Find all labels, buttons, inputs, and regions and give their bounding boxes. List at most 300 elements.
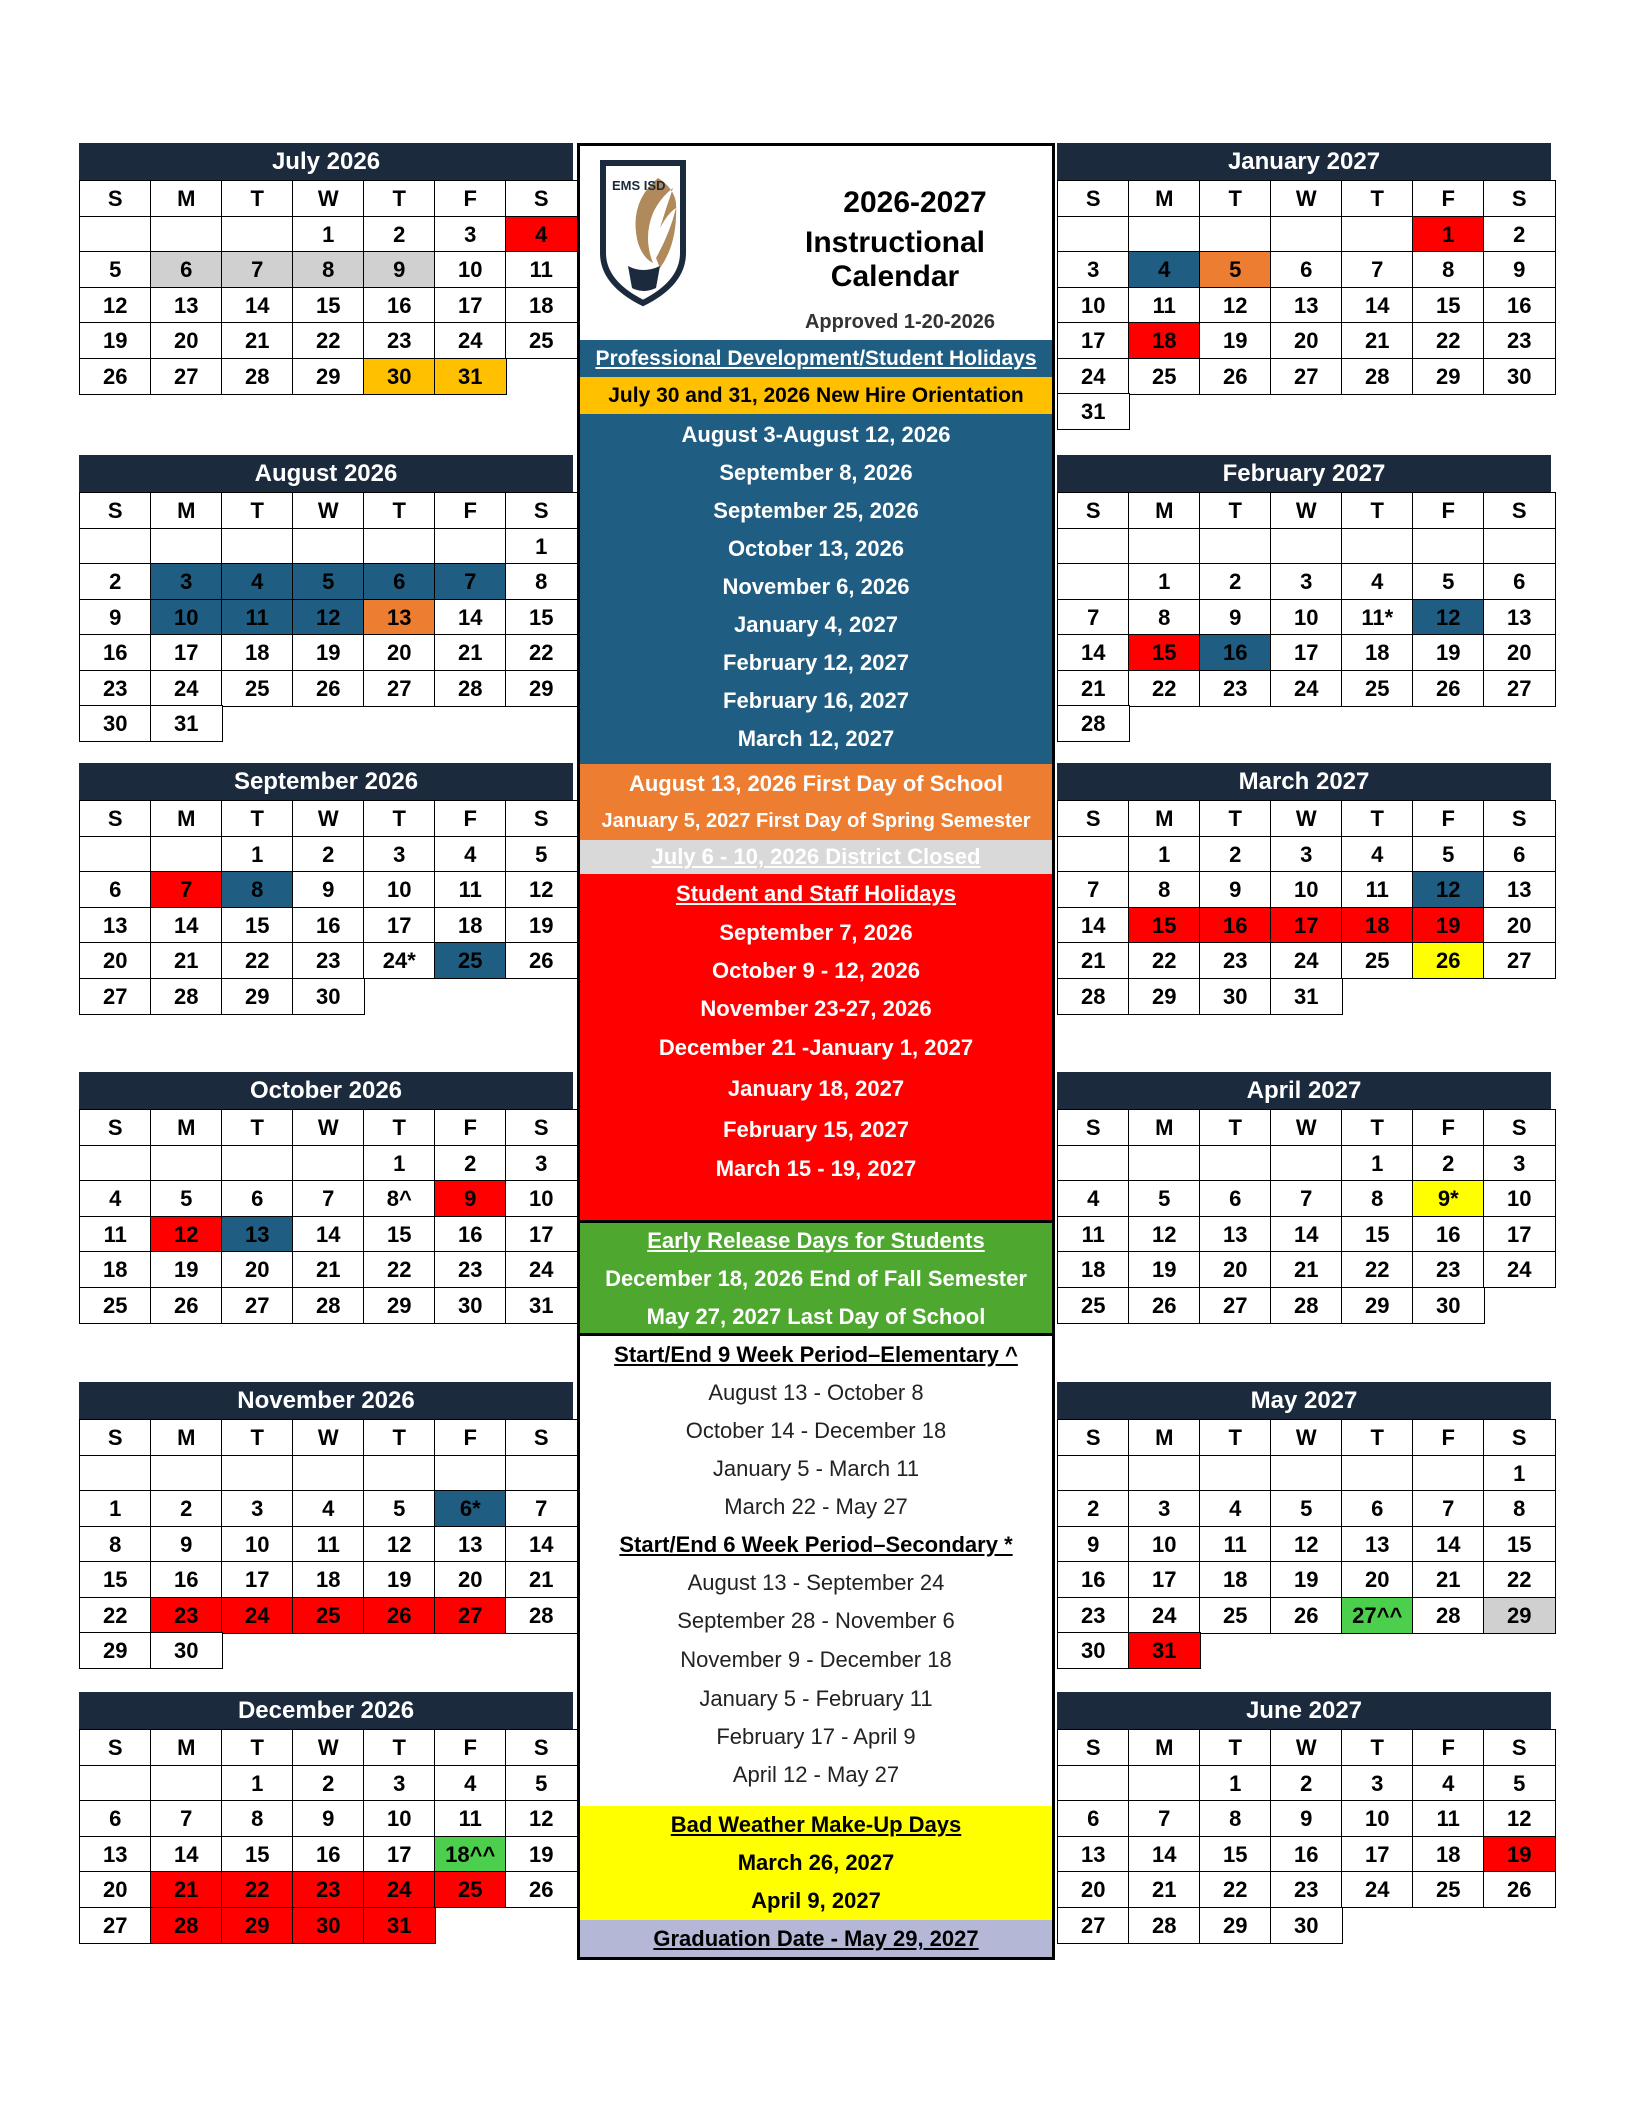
- day-cell: 1: [1199, 1765, 1272, 1802]
- empty-day-cell: [1270, 528, 1343, 565]
- blank-space: [1341, 978, 1412, 1015]
- day-of-week-header: F: [434, 1109, 507, 1146]
- day-of-week-header: S: [1057, 180, 1130, 217]
- empty-day-cell: [434, 528, 507, 565]
- day-cell: 11: [292, 1526, 365, 1563]
- day-cell: 9: [1199, 599, 1272, 636]
- blank-space: [1412, 705, 1483, 742]
- day-cell: 14: [1057, 907, 1130, 944]
- day-of-week-header: M: [1128, 1729, 1201, 1766]
- holiday-date: March 15 - 19, 2027: [715, 1156, 917, 1181]
- secondary-period: November 9 - December 18: [680, 1647, 952, 1672]
- school-logo-icon: [598, 158, 688, 308]
- empty-day-cell: [1412, 1455, 1485, 1492]
- day-cell: 30: [1199, 978, 1272, 1015]
- day-of-week-header: S: [79, 180, 152, 217]
- day-cell: 24: [1483, 1251, 1556, 1288]
- month-title: August 2026: [79, 455, 573, 492]
- day-of-week-header: S: [1483, 1729, 1556, 1766]
- month-grid: [1057, 1109, 1551, 1324]
- day-cell: 14: [1057, 634, 1130, 671]
- day-cell: 3: [363, 1765, 436, 1802]
- day-cell: 28: [292, 1287, 365, 1324]
- month-title: September 2026: [79, 763, 573, 800]
- day-of-week-header: T: [221, 1729, 294, 1766]
- empty-day-cell: [79, 836, 152, 873]
- day-cell: 23: [79, 670, 152, 707]
- day-cell: 4: [434, 836, 507, 873]
- day-cell: 13: [221, 1216, 294, 1253]
- empty-day-cell: [434, 1455, 507, 1492]
- day-cell: 25: [1057, 1287, 1130, 1324]
- day-cell: 10: [363, 871, 436, 908]
- day-of-week-header: S: [1057, 1109, 1130, 1146]
- day-cell: 27: [1057, 1907, 1130, 1944]
- blank-space: [1483, 1907, 1554, 1944]
- day-cell: 27: [434, 1597, 507, 1634]
- blank-space: [221, 705, 292, 742]
- day-cell: 2: [292, 1765, 365, 1802]
- blank-space: [1341, 393, 1412, 430]
- day-cell: 13: [1483, 871, 1556, 908]
- day-cell: 21: [150, 942, 223, 979]
- holiday-date: February 15, 2027: [723, 1117, 909, 1142]
- day-cell: 30: [292, 978, 365, 1015]
- day-cell: 4: [1057, 1180, 1130, 1217]
- day-cell: 23: [292, 942, 365, 979]
- day-of-week-header: T: [1341, 1419, 1414, 1456]
- early-release-title: Early Release Days for Students: [647, 1228, 985, 1253]
- empty-day-cell: [1412, 528, 1485, 565]
- day-cell: 1: [1483, 1455, 1556, 1492]
- day-cell: 14: [150, 1836, 223, 1873]
- day-cell: 12: [1128, 1216, 1201, 1253]
- holiday-date: November 23-27, 2026: [700, 996, 932, 1021]
- day-of-week-header: F: [1412, 800, 1485, 837]
- day-cell: 15: [363, 1216, 436, 1253]
- day-cell: 7: [1057, 599, 1130, 636]
- blank-space: [363, 978, 434, 1015]
- holiday-date: September 7, 2026: [719, 920, 913, 945]
- day-cell: 11*: [1341, 599, 1414, 636]
- day-cell: 25: [1412, 1871, 1485, 1908]
- day-cell: 18: [1341, 634, 1414, 671]
- empty-day-cell: [1057, 563, 1130, 600]
- grading-periods-band: [577, 1336, 1055, 1806]
- day-cell: 18: [434, 907, 507, 944]
- blank-space: [1199, 705, 1270, 742]
- day-cell: 8: [505, 563, 578, 600]
- month-grid: [1057, 1419, 1551, 1669]
- day-cell: 5: [1483, 1765, 1556, 1802]
- day-cell: 24: [221, 1597, 294, 1634]
- day-cell: 28: [150, 978, 223, 1015]
- day-of-week-header: T: [363, 180, 436, 217]
- day-cell: 5: [150, 1180, 223, 1217]
- day-cell: 5: [1199, 251, 1272, 288]
- day-of-week-header: M: [150, 800, 223, 837]
- day-cell: 20: [1057, 1871, 1130, 1908]
- day-cell: 11: [434, 871, 507, 908]
- day-of-week-header: T: [1199, 1729, 1272, 1766]
- day-cell: 2: [1270, 1765, 1343, 1802]
- day-cell: 17: [1483, 1216, 1556, 1253]
- day-of-week-header: M: [150, 1729, 223, 1766]
- day-cell: 22: [505, 634, 578, 671]
- day-cell: 17: [221, 1561, 294, 1598]
- empty-day-cell: [1057, 1145, 1130, 1182]
- blank-space: [1483, 1287, 1554, 1324]
- day-cell: 5: [1412, 836, 1485, 873]
- empty-day-cell: [1057, 836, 1130, 873]
- day-of-week-header: T: [363, 492, 436, 529]
- day-cell: 5: [1128, 1180, 1201, 1217]
- empty-day-cell: [1057, 216, 1130, 253]
- empty-day-cell: [1199, 1455, 1272, 1492]
- day-cell: 10: [1057, 287, 1130, 324]
- logo-text: EMS ISD: [612, 178, 666, 193]
- day-cell: 16: [1483, 287, 1556, 324]
- day-cell: 29: [1341, 1287, 1414, 1324]
- day-of-week-header: F: [1412, 1419, 1485, 1456]
- day-cell: 4: [1341, 836, 1414, 873]
- day-of-week-header: W: [292, 1109, 365, 1146]
- day-cell: 21: [1412, 1561, 1485, 1598]
- bad-weather-date: March 26, 2027: [737, 1850, 895, 1875]
- day-cell: 18: [79, 1251, 152, 1288]
- month-march-2027: [1057, 763, 1551, 1015]
- day-cell: 3: [1341, 1765, 1414, 1802]
- day-of-week-header: W: [292, 492, 365, 529]
- day-cell: 11: [1199, 1526, 1272, 1563]
- day-cell: 19: [505, 1836, 578, 1873]
- pd-dates-list: [580, 414, 1052, 758]
- blank-space: [505, 1907, 576, 1944]
- day-of-week-header: M: [1128, 800, 1201, 837]
- day-of-week-header: S: [505, 180, 578, 217]
- empty-day-cell: [221, 1145, 294, 1182]
- day-cell: 13: [79, 1836, 152, 1873]
- month-title: March 2027: [1057, 763, 1551, 800]
- empty-day-cell: [79, 1455, 152, 1492]
- day-cell: 16: [1057, 1561, 1130, 1598]
- day-cell: 17: [1341, 1836, 1414, 1873]
- day-of-week-header: T: [363, 800, 436, 837]
- day-cell: 29: [221, 1907, 294, 1944]
- day-cell: 21: [1057, 942, 1130, 979]
- day-cell: 28: [150, 1907, 223, 1944]
- day-cell: 22: [79, 1597, 152, 1634]
- day-cell: 30: [1483, 358, 1556, 395]
- day-cell: 28: [1270, 1287, 1343, 1324]
- day-cell: 14: [1270, 1216, 1343, 1253]
- pd-title: Professional Development/Student Holidays: [595, 347, 1037, 370]
- empty-day-cell: [79, 1765, 152, 1802]
- day-cell: 22: [1341, 1251, 1414, 1288]
- new-hire-orientation: July 30 and 31, 2026 New Hire Orientation: [608, 384, 1024, 407]
- day-of-week-header: T: [1341, 1729, 1414, 1766]
- day-cell: 13: [150, 287, 223, 324]
- month-title: April 2027: [1057, 1072, 1551, 1109]
- day-cell: 2: [1412, 1145, 1485, 1182]
- day-cell: 9: [434, 1180, 507, 1217]
- secondary-title: Start/End 6 Week Period–Secondary *: [619, 1532, 1013, 1557]
- day-of-week-header: F: [1412, 180, 1485, 217]
- day-cell: 7: [1270, 1180, 1343, 1217]
- day-cell: 25: [292, 1597, 365, 1634]
- day-cell: 26: [150, 1287, 223, 1324]
- pd-title-band: [577, 340, 1055, 377]
- day-of-week-header: W: [1270, 180, 1343, 217]
- empty-day-cell: [79, 528, 152, 565]
- empty-day-cell: [79, 1145, 152, 1182]
- day-cell: 15: [1128, 907, 1201, 944]
- day-cell: 6: [1270, 251, 1343, 288]
- day-cell: 15: [1199, 1836, 1272, 1873]
- blank-space: [1412, 393, 1483, 430]
- day-cell: 20: [1199, 1251, 1272, 1288]
- day-of-week-header: S: [505, 1729, 578, 1766]
- month-may-2027: [1057, 1382, 1551, 1669]
- day-cell: 7: [1057, 871, 1130, 908]
- empty-day-cell: [221, 528, 294, 565]
- month-grid: [1057, 180, 1551, 430]
- day-of-week-header: T: [1199, 1109, 1272, 1146]
- day-cell: 23: [1270, 1871, 1343, 1908]
- month-title: June 2027: [1057, 1692, 1551, 1729]
- day-of-week-header: S: [1483, 1109, 1556, 1146]
- day-cell: 27: [79, 1907, 152, 1944]
- day-of-week-header: W: [1270, 1109, 1343, 1146]
- new-hire-band: [577, 377, 1055, 414]
- day-cell: 7: [150, 871, 223, 908]
- day-of-week-header: T: [1199, 1419, 1272, 1456]
- holidays-title: Student and Staff Holidays: [676, 881, 956, 906]
- empty-day-cell: [1199, 1145, 1272, 1182]
- day-cell: 28: [1341, 358, 1414, 395]
- day-of-week-header: S: [505, 800, 578, 837]
- month-grid: [1057, 800, 1551, 1015]
- day-cell: 30: [363, 358, 436, 395]
- empty-day-cell: [1128, 1765, 1201, 1802]
- pd-date: February 12, 2027: [723, 650, 909, 675]
- empty-day-cell: [1057, 1455, 1130, 1492]
- day-cell: 14: [221, 287, 294, 324]
- day-of-week-header: T: [221, 1109, 294, 1146]
- day-of-week-header: T: [1341, 1109, 1414, 1146]
- day-cell: 16: [1199, 634, 1272, 671]
- day-cell: 23: [1199, 942, 1272, 979]
- day-cell: 8: [221, 871, 294, 908]
- day-cell: 19: [1483, 1836, 1556, 1873]
- empty-day-cell: [1199, 216, 1272, 253]
- day-of-week-header: W: [292, 180, 365, 217]
- day-cell: 19: [79, 322, 152, 359]
- day-cell: 29: [79, 1632, 152, 1669]
- day-cell: 5: [79, 251, 152, 288]
- day-of-week-header: S: [505, 1419, 578, 1456]
- day-cell: 15: [292, 287, 365, 324]
- day-of-week-header: T: [221, 180, 294, 217]
- day-cell: 13: [434, 1526, 507, 1563]
- day-cell: 20: [1483, 907, 1556, 944]
- day-cell: 5: [505, 1765, 578, 1802]
- blank-space: [1412, 978, 1483, 1015]
- day-cell: 9: [79, 599, 152, 636]
- day-of-week-header: M: [150, 180, 223, 217]
- day-cell: 17: [434, 287, 507, 324]
- day-cell: 16: [1412, 1216, 1485, 1253]
- month-july-2026: [79, 143, 573, 395]
- day-cell: 9: [292, 1800, 365, 1837]
- month-grid: [79, 1729, 573, 1944]
- month-title: July 2026: [79, 143, 573, 180]
- day-cell: 24: [150, 670, 223, 707]
- day-of-week-header: S: [79, 1109, 152, 1146]
- day-cell: 5: [505, 836, 578, 873]
- day-cell: 22: [221, 1871, 294, 1908]
- empty-day-cell: [1270, 216, 1343, 253]
- day-cell: 22: [1412, 322, 1485, 359]
- day-of-week-header: F: [434, 800, 507, 837]
- day-of-week-header: F: [434, 180, 507, 217]
- blank-space: [363, 705, 434, 742]
- blank-space: [1483, 705, 1554, 742]
- day-cell: 9: [1057, 1526, 1130, 1563]
- day-cell: 2: [292, 836, 365, 873]
- day-cell: 9: [1483, 251, 1556, 288]
- day-cell: 30: [79, 705, 152, 742]
- day-cell: 19: [1412, 634, 1485, 671]
- day-cell: 10: [1483, 1180, 1556, 1217]
- day-cell: 3: [1270, 836, 1343, 873]
- day-of-week-header: M: [1128, 1419, 1201, 1456]
- blank-space: [292, 705, 363, 742]
- day-cell: 24: [1057, 358, 1130, 395]
- day-cell: 6: [150, 251, 223, 288]
- day-of-week-header: T: [221, 800, 294, 837]
- day-cell: 22: [363, 1251, 436, 1288]
- approved-date: Approved 1-20-2026: [804, 311, 996, 333]
- day-cell: 30: [1270, 1907, 1343, 1944]
- day-cell: 8: [1128, 599, 1201, 636]
- day-cell: 3: [1270, 563, 1343, 600]
- day-cell: 11: [1341, 871, 1414, 908]
- day-cell: 27: [1270, 358, 1343, 395]
- day-cell: 15: [79, 1561, 152, 1598]
- day-cell: 29: [221, 978, 294, 1015]
- blank-space: [1341, 705, 1412, 742]
- day-of-week-header: S: [1483, 180, 1556, 217]
- day-cell: 21: [1270, 1251, 1343, 1288]
- day-cell: 12: [150, 1216, 223, 1253]
- day-of-week-header: M: [150, 1109, 223, 1146]
- day-cell: 4: [1341, 563, 1414, 600]
- early-release-band: [577, 1220, 1055, 1336]
- day-cell: 14: [505, 1526, 578, 1563]
- day-cell: 11: [79, 1216, 152, 1253]
- day-cell: 27: [363, 670, 436, 707]
- day-cell: 24: [1341, 1871, 1414, 1908]
- holiday-date: December 21 -January 1, 2027: [658, 1035, 974, 1060]
- empty-day-cell: [1128, 216, 1201, 253]
- day-cell: 20: [150, 322, 223, 359]
- day-cell: 23: [363, 322, 436, 359]
- day-cell: 12: [1199, 287, 1272, 324]
- day-cell: 31: [150, 705, 223, 742]
- blank-space: [505, 358, 576, 395]
- day-of-week-header: M: [1128, 1109, 1201, 1146]
- day-cell: 20: [363, 634, 436, 671]
- day-cell: 21: [505, 1561, 578, 1598]
- day-cell: 11: [221, 599, 294, 636]
- day-cell: 26: [1483, 1871, 1556, 1908]
- day-cell: 7: [150, 1800, 223, 1837]
- month-grid: [79, 180, 573, 395]
- day-cell: 19: [150, 1251, 223, 1288]
- day-cell: 16: [363, 287, 436, 324]
- day-cell: 7: [505, 1490, 578, 1527]
- day-cell: 11: [1057, 1216, 1130, 1253]
- day-cell: 31: [1270, 978, 1343, 1015]
- first-day-of-school: August 13, 2026 First Day of School: [628, 771, 1004, 796]
- day-cell: 2: [1483, 216, 1556, 253]
- day-cell: 24: [434, 322, 507, 359]
- day-cell: 23: [1412, 1251, 1485, 1288]
- day-cell: 26: [1270, 1597, 1343, 1634]
- day-cell: 28: [1412, 1597, 1485, 1634]
- day-cell: 3: [1483, 1145, 1556, 1182]
- day-cell: 22: [292, 322, 365, 359]
- day-cell: 18: [1128, 322, 1201, 359]
- month-december-2026: [79, 1692, 573, 1944]
- blank-space: [434, 705, 505, 742]
- day-cell: 25: [505, 322, 578, 359]
- day-cell: 22: [1199, 1871, 1272, 1908]
- day-of-week-header: S: [79, 1419, 152, 1456]
- early-release-date: December 18, 2026 End of Fall Semester: [605, 1266, 1027, 1291]
- day-cell: 30: [292, 1907, 365, 1944]
- day-cell: 26: [292, 670, 365, 707]
- day-cell: 19: [292, 634, 365, 671]
- day-cell: 7: [292, 1180, 365, 1217]
- empty-day-cell: [363, 1455, 436, 1492]
- blank-space: [1483, 393, 1554, 430]
- day-cell: 11: [1412, 1800, 1485, 1837]
- day-cell: 1: [1128, 836, 1201, 873]
- day-cell: 19: [505, 907, 578, 944]
- empty-day-cell: [150, 1765, 223, 1802]
- day-cell: 19: [1128, 1251, 1201, 1288]
- day-cell: 9: [363, 251, 436, 288]
- day-cell: 23: [292, 1871, 365, 1908]
- day-cell: 8: [1128, 871, 1201, 908]
- day-of-week-header: T: [363, 1419, 436, 1456]
- day-cell: 8^: [363, 1180, 436, 1217]
- blank-space: [434, 1907, 505, 1944]
- day-of-week-header: W: [1270, 1729, 1343, 1766]
- day-cell: 27: [1199, 1287, 1272, 1324]
- day-of-week-header: T: [221, 492, 294, 529]
- day-cell: 27: [1483, 670, 1556, 707]
- day-of-week-header: S: [79, 800, 152, 837]
- day-cell: 27^^: [1341, 1597, 1414, 1634]
- blank-space: [1270, 1632, 1341, 1669]
- day-cell: 20: [434, 1561, 507, 1598]
- day-cell: 18: [1412, 1836, 1485, 1873]
- day-cell: 28: [505, 1597, 578, 1634]
- day-cell: 25: [1199, 1597, 1272, 1634]
